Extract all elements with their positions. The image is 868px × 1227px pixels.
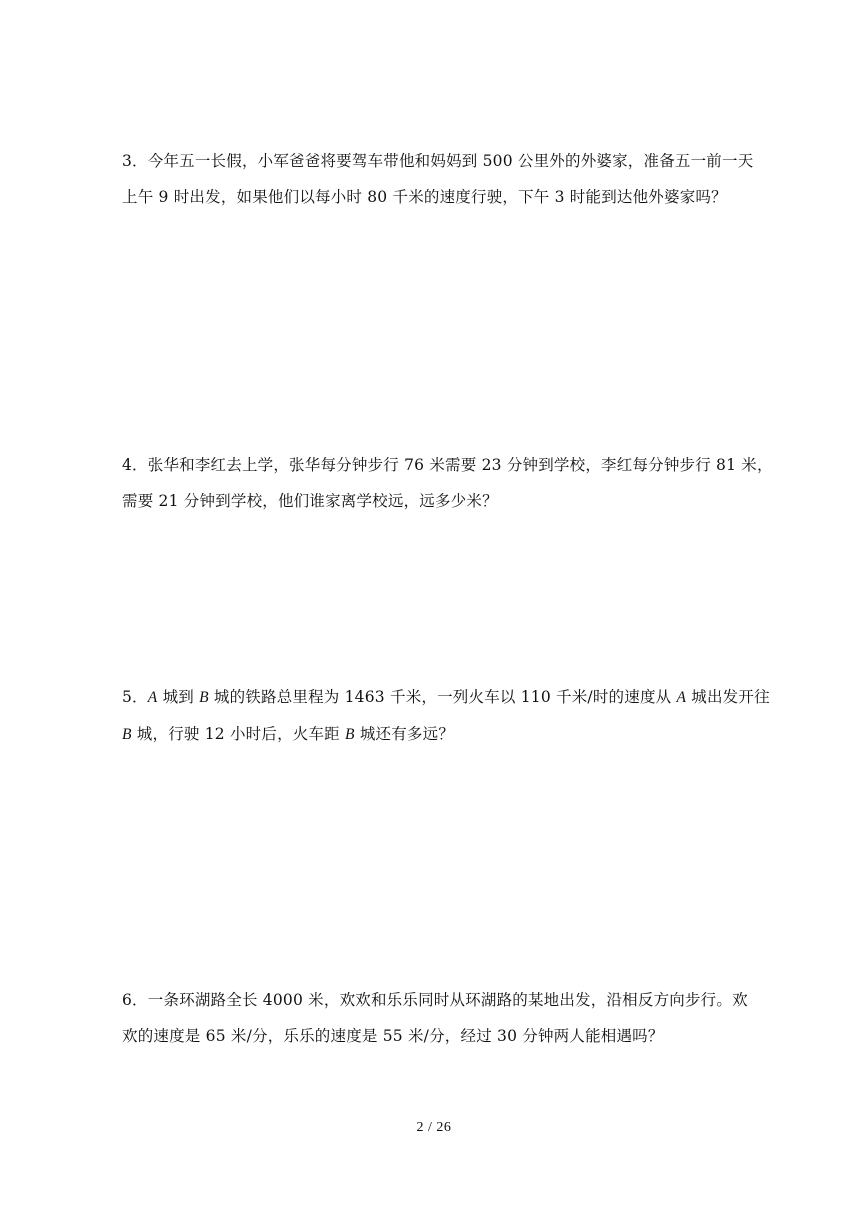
question-5-line-2: [122, 716, 752, 753]
city-a-label: A: [676, 689, 687, 706]
question-5-line-1: [122, 679, 770, 716]
city-b-label: B: [345, 726, 355, 743]
page-number: 2 / 26: [416, 1120, 452, 1135]
question-5-text-3: 城出发开往: [686, 688, 770, 706]
city-a-label: A: [147, 689, 158, 706]
question-5-number: 5．: [122, 688, 148, 706]
question-6-line-2: 欢的速度是 65 米/分，乐乐的速度是 55 米/分，经过 30 分钟两人能相遇吗？: [122, 1027, 664, 1045]
city-b-label: B: [199, 689, 209, 706]
question-5-text-4: 城，行驶 12 小时后，火车距: [131, 725, 346, 743]
question-3-line-1: 3．今年五一长假，小军爸爸将要驾车带他和妈妈到 500 公里外的外婆家，准备五一前一天: [122, 152, 754, 170]
question-5-text-1: 城到: [157, 688, 200, 706]
city-b-label: B: [122, 726, 132, 743]
question-4-line-1: 4．张华和李红去上学，张华每分钟步行 76 米需要 23 分钟到学校，李红每分钟步行 81 米，: [122, 456, 773, 474]
question-3: [122, 143, 752, 215]
question-4: [122, 447, 773, 519]
question-6-line-1: 6．一条环湖路全长 4000 米，欢欢和乐乐同时从环湖路的某地出发，沿相反方向步行。欢: [122, 991, 748, 1009]
question-3-line-2: 上午 9 时出发，如果他们以每小时 80 千米的速度行驶，下午 3 时能到达他外婆家吗？: [122, 188, 727, 206]
question-6: [122, 982, 752, 1054]
question-5: [122, 679, 770, 753]
question-5-text-5: 城还有多远？: [354, 725, 455, 743]
question-5-text-2: 城的铁路总里程为 1463 千米，一列火车以 110 千米/时的速度从: [208, 688, 677, 706]
question-4-line-2: 需要 21 分钟到学校，他们谁家离学校远，远多少米？: [122, 492, 498, 510]
